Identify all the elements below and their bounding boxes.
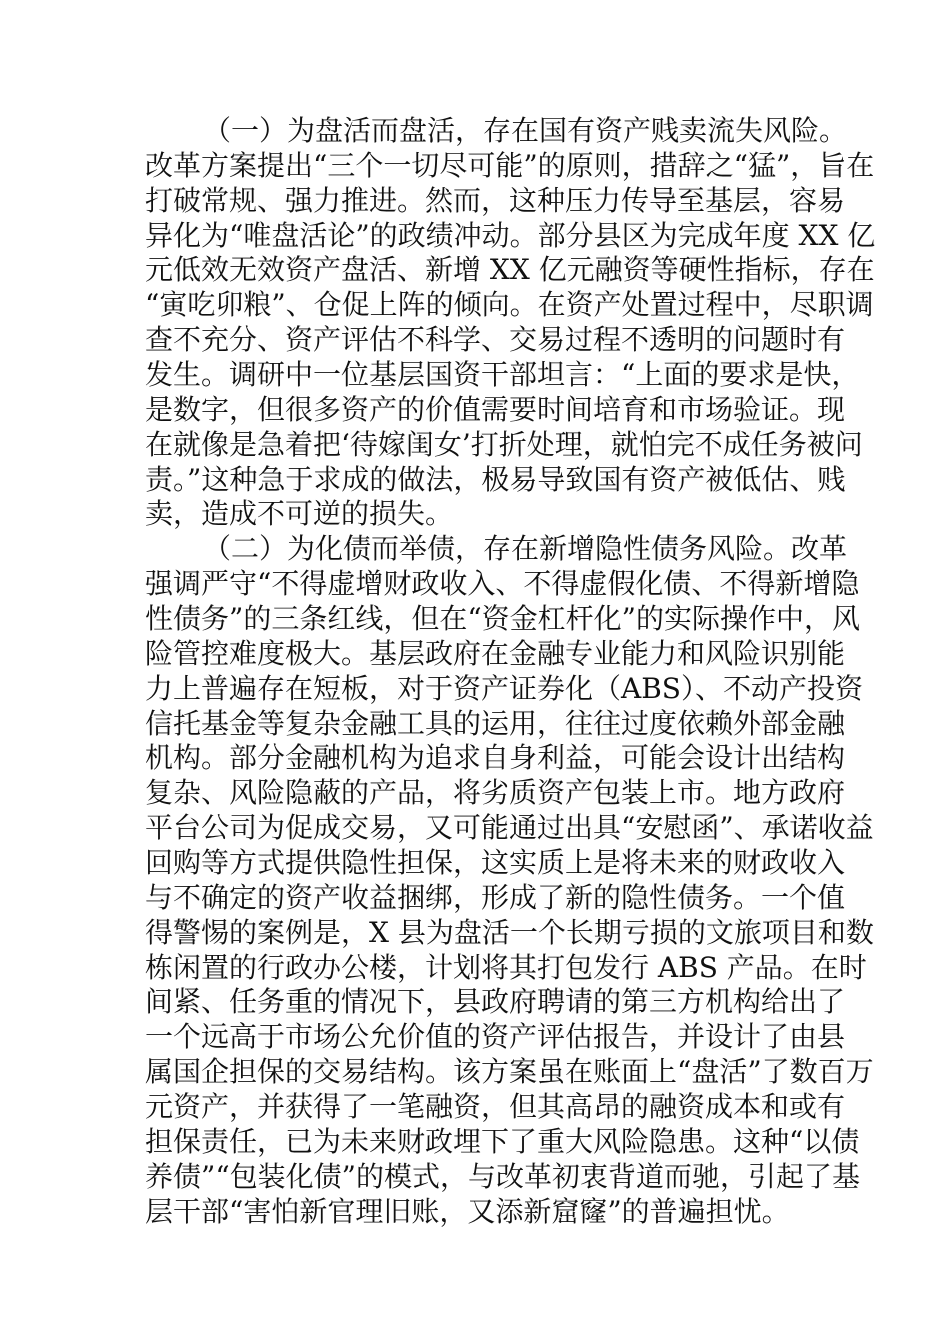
text-line: 元低效无效资产盘活、新增 XX 亿元融资等硬性指标，存在 (145, 253, 875, 287)
text-line: 层干部“害怕新官理旧账，又添新窟窿”的普遍担忧。 (145, 1194, 790, 1228)
text-line: 栋闲置的行政办公楼，计划将其打包发行 ABS 产品。在时 (145, 950, 867, 984)
text-line: 发生。调研中一位基层国资干部坦言：“上面的要求是快， (145, 358, 860, 392)
text-line: 改革方案提出“三个一切尽可能”的原则，措辞之“猛”，旨在 (145, 148, 875, 182)
text-line: 异化为“唯盘活论”的政绩冲动。部分县区为完成年度 XX 亿 (145, 218, 876, 252)
text-line: 责。”这种急于求成的做法，极易导致国有资产被低估、贱 (145, 462, 846, 496)
paragraph (145, 532, 874, 1229)
text-line: 打破常规、强力推进。然而，这种压力传导至基层，容易 (145, 183, 846, 217)
text-line: 担保责任，已为未来财政埋下了重大风险隐患。这种“以债 (145, 1124, 860, 1158)
text-line: 与不确定的资产收益捆绑，形成了新的隐性债务。一个值 (145, 880, 846, 914)
text-line: 间紧、任务重的情况下，县政府聘请的第三方机构给出了 (145, 985, 846, 1019)
document-body (145, 114, 876, 1230)
text-line: 养债”“包装化债”的模式，与改革初衷背道而驰，引起了基 (145, 1159, 860, 1193)
text-line: 属国企担保的交易结构。该方案虽在账面上“盘活”了数百万 (145, 1055, 874, 1089)
text-line: 机构。部分金融机构为追求自身利益，可能会设计出结构 (145, 741, 846, 775)
text-line: 平台公司为促成交易，又可能通过出具“安慰函”、承诺收益 (145, 811, 874, 845)
text-line: 强调严守“不得虚增财政收入、不得虚假化债、不得新增隐 (145, 567, 860, 601)
text-line: 回购等方式提供隐性担保，这实质上是将未来的财政收入 (145, 846, 846, 880)
text-line: 险管控难度极大。基层政府在金融专业能力和风险识别能 (145, 636, 846, 670)
text-line: 卖，造成不可逆的损失。 (145, 497, 454, 531)
text-line: （二）为化债而举债，存在新增隐性债务风险。改革 (203, 532, 848, 566)
text-line: 信托基金等复杂金融工具的运用，往往过度依赖外部金融 (145, 706, 846, 740)
text-line: 一个远高于市场公允价值的资产评估报告，并设计了由县 (145, 1020, 846, 1054)
text-line: 性债务”的三条红线，但在“资金杠杆化”的实际操作中，风 (145, 602, 860, 636)
paragraph (145, 114, 876, 532)
text-line: “寅吃卯粮”、仓促上阵的倾向。在资产处置过程中，尽职调 (145, 288, 874, 322)
text-line: （一）为盘活而盘活，存在国有资产贱卖流失风险。 (203, 114, 848, 147)
text-line: 得警惕的案例是，X 县为盘活一个长期亏损的文旅项目和数 (145, 915, 874, 949)
text-line: 在就像是急着把‘待嫁闺女’打折处理，就怕完不成任务被问 (145, 427, 863, 461)
text-line: 是数字，但很多资产的价值需要时间培育和市场验证。现 (145, 392, 846, 426)
text-line: 元资产，并获得了一笔融资，但其高昂的融资成本和或有 (145, 1090, 846, 1124)
text-line: 查不充分、资产评估不科学、交易过程不透明的问题时有 (145, 323, 846, 357)
text-line: 力上普遍存在短板，对于资产证券化（ABS）、不动产投资 (145, 671, 863, 705)
text-line: 复杂、风险隐蔽的产品，将劣质资产包装上市。地方政府 (145, 776, 846, 810)
